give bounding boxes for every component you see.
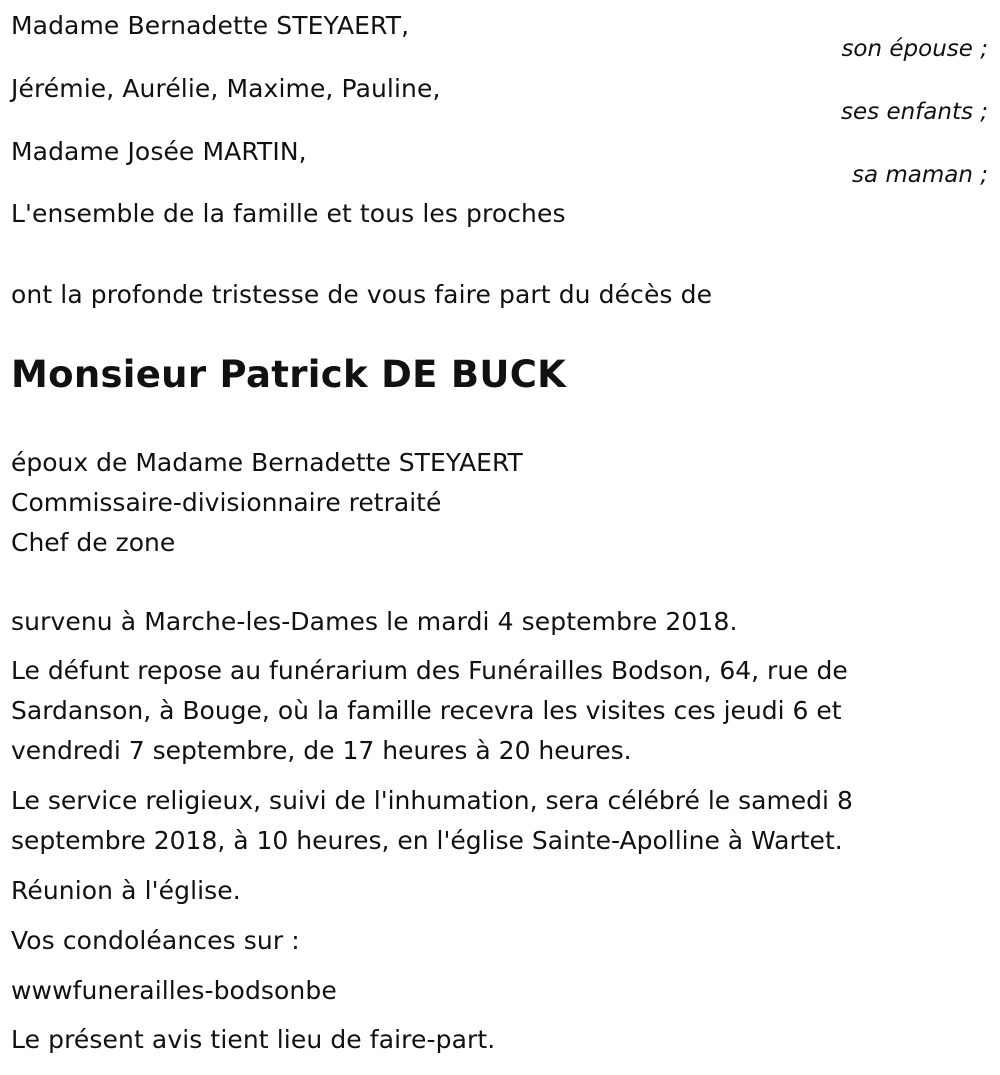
condolences-label: Vos condoléances sur : bbox=[11, 926, 300, 955]
deceased-detail-line: époux de Madame Bernadette STEYAERT bbox=[11, 448, 523, 477]
service-paragraph bbox=[11, 781, 981, 861]
deceased-detail-line: Chef de zone bbox=[11, 528, 176, 557]
closing-note: Le présent avis tient lieu de faire-part. bbox=[11, 1025, 496, 1054]
relation-children: ses enfants ; bbox=[841, 99, 988, 125]
relation-spouse: son épouse ; bbox=[841, 36, 988, 62]
deceased-name: Monsieur Patrick DE BUCK bbox=[11, 353, 567, 396]
deceased-details bbox=[11, 443, 981, 563]
announcement-text: ont la profonde tristesse de vous faire part du décès de bbox=[11, 280, 713, 309]
death-info: survenu à Marche-les-Dames le mardi 4 septembre 2018. bbox=[11, 607, 738, 636]
meeting-info: Réunion à l'église. bbox=[11, 876, 241, 905]
relation-mother: sa maman ; bbox=[851, 162, 988, 188]
service-line: Le service religieux, suivi de l'inhumation, sera célébré le samedi 8 bbox=[11, 786, 853, 815]
family-members-children: Jérémie, Aurélie, Maxime, Pauline, bbox=[11, 74, 441, 103]
family-member-spouse: Madame Bernadette STEYAERT, bbox=[11, 11, 410, 40]
visitation-paragraph bbox=[11, 651, 981, 771]
visitation-line: vendredi 7 septembre, de 17 heures à 20 heures. bbox=[11, 736, 632, 765]
service-line: septembre 2018, à 10 heures, en l'église Sainte-Apolline à Wartet. bbox=[11, 826, 843, 855]
website-link[interactable]: wwwfunerailles-bodsonbe bbox=[11, 976, 337, 1005]
visitation-line: Le défunt repose au funérarium des Funérailles Bodson, 64, rue de bbox=[11, 656, 848, 685]
deceased-detail-line: Commissaire-divisionnaire retraité bbox=[11, 488, 442, 517]
visitation-line: Sardanson, à Bouge, où la famille recevra les visites ces jeudi 6 et bbox=[11, 696, 842, 725]
extended-family: L'ensemble de la famille et tous les proches bbox=[11, 199, 566, 228]
family-member-mother: Madame Josée MARTIN, bbox=[11, 137, 307, 166]
